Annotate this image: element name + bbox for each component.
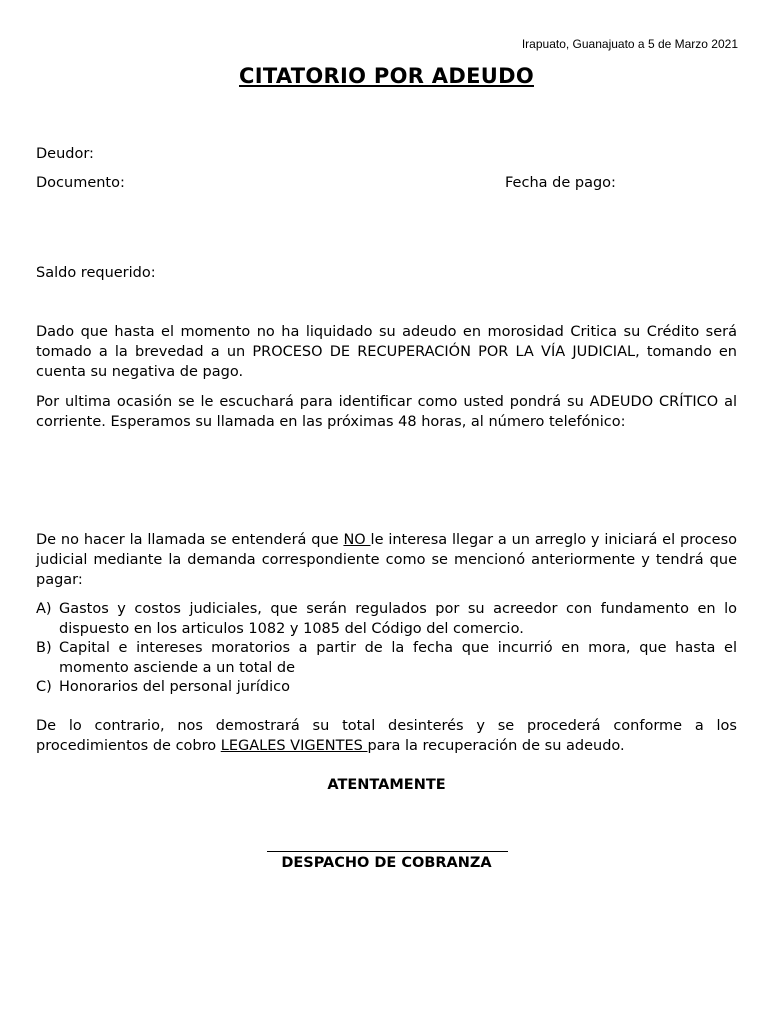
list-item-text: Honorarios del personal jurídico — [59, 679, 290, 696]
list-item — [36, 678, 737, 698]
charges-list — [36, 600, 737, 698]
list-item-text: Capital e intereses moratorios a partir de la fecha que incurrió en mora, que hasta el momento asciende a un total de — [59, 640, 737, 676]
paragraph-last-chance: Por ultima ocasión se le escuchará para identificar como usted pondrá su ADEUDO CRÍTICO al corriente. Esperamos su llamada en las próximas 48 horas, al número telefónico: — [36, 394, 737, 430]
list-marker: B) — [36, 640, 52, 657]
payment-date-label: Fecha de pago: — [505, 175, 616, 191]
paragraph-text: De lo contrario, nos demostrará su total desinterés y se procederá conforme a los procedimientos de cobro — [36, 718, 737, 754]
list-item-text: Gastos y costos judiciales, que serán regulados por su acreedor con fundamento en lo dispuesto en los articulos 1082 y 1085 del Código del comercio. — [59, 601, 737, 637]
paragraph-text: para la recuperación de su adeudo. — [367, 738, 625, 754]
letter-page — [36, 0, 737, 1024]
paragraph-no-call-warning — [36, 530, 737, 590]
list-marker: A) — [36, 601, 52, 617]
debtor-label: Deudor: — [36, 146, 94, 162]
paragraph-legal-procedures — [36, 716, 737, 756]
paragraph-text: De no hacer la llamada se entenderá que — [36, 532, 344, 548]
document-title: CITATORIO POR ADEUDO — [239, 64, 534, 88]
list-marker: C) — [36, 679, 52, 696]
paragraph-text: le interesa llegar a un arreglo y iniciará el proceso judicial mediante la demanda correspondiente como se mencionó anteriormente y tendrá que pagar: — [36, 532, 737, 588]
closing-salutation: ATENTAMENTE — [327, 777, 446, 793]
emphasis-legales-vigentes: LEGALES VIGENTES — [220, 738, 368, 754]
document-label: Documento: — [36, 175, 125, 191]
signer-name: DESPACHO DE COBRANZA — [281, 855, 492, 871]
signature-line — [267, 851, 508, 852]
place-date: Irapuato, Guanajuato a 5 de Marzo 2021 — [521, 37, 738, 51]
paragraph-judicial-process: Dado que hasta el momento no ha liquidado su adeudo en morosidad Critica su Crédito será tomado a la brevedad a un PROCESO DE RECUPERACIÓN POR LA VÍA JUDICIAL, tomando en cuenta su negativa de pago. — [36, 324, 737, 380]
list-item — [36, 639, 737, 678]
emphasis-no: NO — [343, 532, 371, 548]
list-item — [36, 600, 737, 639]
required-balance-label: Saldo requerido: — [36, 265, 156, 281]
